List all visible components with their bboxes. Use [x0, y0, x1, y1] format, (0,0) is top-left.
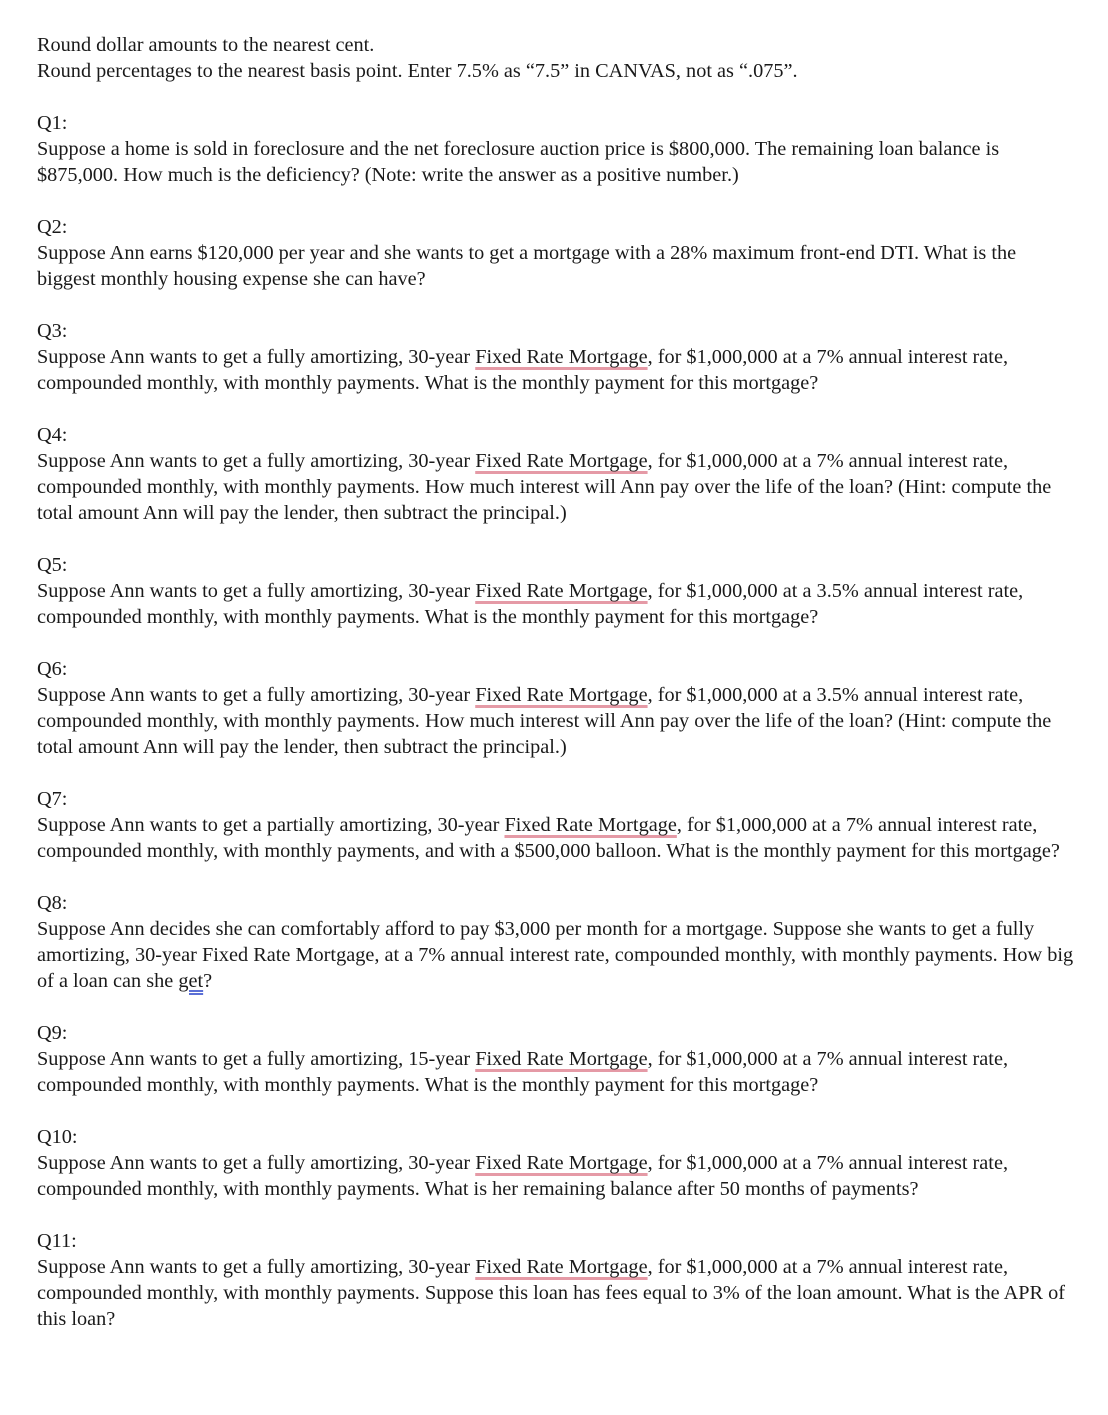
spellcheck-mark: Fixed Rate Mortgage — [475, 684, 648, 706]
question-text: Suppose Ann wants to get a partially amortizing, 30-year Fixed Rate Mortgage, for $1,000,000 at a 7% annual interest rate, compounded monthly, with monthly payments, and with a $500,000 balloon. What is the monthly payment for this mortgage? — [37, 814, 1060, 862]
instruction-rounding-percentages: Round percentages to the nearest basis point. Enter 7.5% as “7.5” in CANVAS, not as “.075”. — [37, 60, 798, 82]
spellcheck-mark: Fixed Rate Mortgage — [504, 814, 677, 836]
question-label: Q11: — [37, 1230, 77, 1252]
instruction-rounding-dollars: Round dollar amounts to the nearest cent. — [37, 34, 375, 56]
spellcheck-mark: Fixed Rate Mortgage — [475, 580, 648, 602]
spellcheck-mark: Fixed Rate Mortgage — [475, 1048, 648, 1070]
spellcheck-mark: Fixed Rate Mortgage — [475, 346, 648, 368]
question-label: Q6: — [37, 658, 68, 680]
question-label: Q2: — [37, 216, 68, 238]
question-10 — [37, 1124, 1077, 1202]
spellcheck-mark: Fixed Rate Mortgage — [475, 450, 648, 472]
question-11 — [37, 1228, 1077, 1332]
question-text: Suppose Ann earns $120,000 per year and she wants to get a mortgage with a 28% maximum front-end DTI. What is the biggest monthly housing expense she can have? — [37, 242, 1017, 290]
spellcheck-mark: Fixed Rate Mortgage — [475, 1152, 648, 1174]
question-label: Q5: — [37, 554, 68, 576]
question-5 — [37, 552, 1077, 630]
question-label: Q10: — [37, 1126, 78, 1148]
question-label: Q3: — [37, 320, 68, 342]
question-label: Q9: — [37, 1022, 68, 1044]
question-text: Suppose Ann wants to get a fully amortizing, 30-year Fixed Rate Mortgage, for $1,000,000 at a 7% annual interest rate, compounded monthly, with monthly payments. What is the monthly payment for this mortgage? — [37, 346, 1009, 394]
grammar-mark: get — [178, 970, 204, 992]
question-label: Q4: — [37, 424, 68, 446]
question-text: Suppose Ann wants to get a fully amortizing, 30-year Fixed Rate Mortgage, for $1,000,000 at a 7% annual interest rate, compounded monthly, with monthly payments. What is her remaining balance after 50 months of payments? — [37, 1152, 1009, 1200]
question-label: Q1: — [37, 112, 68, 134]
question-label: Q7: — [37, 788, 68, 810]
question-7 — [37, 786, 1077, 864]
question-label: Q8: — [37, 892, 68, 914]
question-8 — [37, 890, 1077, 994]
question-text: Suppose Ann wants to get a fully amortizing, 15-year Fixed Rate Mortgage, for $1,000,000 at a 7% annual interest rate, compounded monthly, with monthly payments. What is the monthly payment for this mortgage? — [37, 1048, 1009, 1096]
question-3 — [37, 318, 1077, 396]
question-text: Suppose Ann wants to get a fully amortizing, 30-year Fixed Rate Mortgage, for $1,000,000 at a 3.5% annual interest rate, compounded monthly, with monthly payments. How much interest will Ann pay over the life of the loan? (Hint: compute the total amount Ann will pay the lender, then subtract the principal.) — [37, 684, 1052, 758]
question-text: Suppose Ann wants to get a fully amortizing, 30-year Fixed Rate Mortgage, for $1,000,000 at a 3.5% annual interest rate, compounded monthly, with monthly payments. What is the monthly payment for this mortgage? — [37, 580, 1024, 628]
question-4 — [37, 422, 1077, 526]
question-text: Suppose Ann wants to get a fully amortizing, 30-year Fixed Rate Mortgage, for $1,000,000 at a 7% annual interest rate, compounded monthly, with monthly payments. How much interest will Ann pay over the life of the loan? (Hint: compute the total amount Ann will pay the lender, then subtract the principal.) — [37, 450, 1052, 524]
question-1 — [37, 110, 1077, 188]
question-2 — [37, 214, 1077, 292]
question-text: Suppose Ann decides she can comfortably afford to pay $3,000 per month for a mortgage. Suppose she wants to get a fully amortizing, 30-year Fixed Rate Mortgage, at a 7% annual interest rate, compounded monthly, with monthly payments. How big of a loan can she get? — [37, 918, 1074, 992]
question-9 — [37, 1020, 1077, 1098]
question-text: Suppose a home is sold in foreclosure and the net foreclosure auction price is $800,000. The remaining loan balance is $875,000. How much is the deficiency? (Note: write the answer as a positive number.) — [37, 138, 1000, 186]
question-6 — [37, 656, 1077, 760]
document-page — [37, 32, 1077, 1332]
question-text: Suppose Ann wants to get a fully amortizing, 30-year Fixed Rate Mortgage, for $1,000,000 at a 7% annual interest rate, compounded monthly, with monthly payments. Suppose this loan has fees equal to 3% of the loan amount. What is the APR of this loan? — [37, 1256, 1066, 1330]
instructions — [37, 32, 1077, 84]
spellcheck-mark: Fixed Rate Mortgage — [475, 1256, 648, 1278]
